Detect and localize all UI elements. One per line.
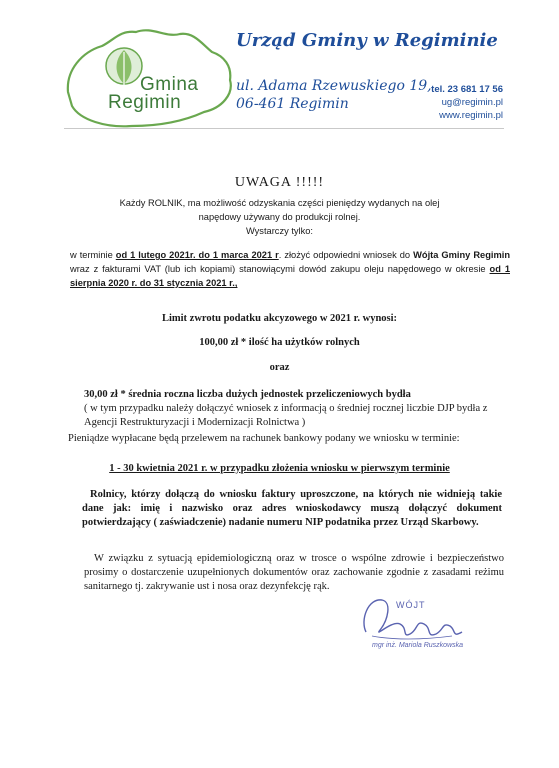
farmers-note: Rolnicy, którzy dołączą do wniosku faktury uproszczone, na których nie widnieją takie dane jak: imię i nazwisko oraz adres wnioskodawcy muszą dołączyć dokument potwierdzający ( zaświadczenie) nadanie numeru NIP podatnika przez Urząd Skarbowy.: [82, 489, 502, 528]
amount-per-hectare: 100,00 zł * ilość ha użytków rolnych: [199, 337, 360, 348]
limit-heading: Limit zwrotu podatku akcyzowego w 2021 r. wynosi:: [161, 313, 398, 324]
deadline-text-a: w terminie: [70, 250, 116, 260]
header-divider: [64, 128, 504, 129]
office-title: Urząd Gminy w Regiminie: [236, 30, 498, 51]
logo-text-regimin: Regimin: [108, 92, 182, 113]
payout-dates: 1 - 30 kwietnia 2021 r. w przypadku złożenia wniosku w pierwszym terminie: [109, 463, 450, 474]
signature-stamp-name: mgr inż. Mariola Ruszkowska: [372, 642, 464, 649]
deadline-wojt: Wójta Gminy Regimin: [413, 250, 511, 260]
signature-stamp-title: WÓJT: [396, 600, 426, 610]
intro-line-3: Wystarczy tylko:: [245, 226, 314, 236]
intro-paragraph: [0, 196, 559, 238]
deadline-period: od 1 sierpnia 2020 r. do 31 stycznia 2021 r.,: [70, 264, 510, 288]
notice-title: UWAGA !!!!!: [234, 175, 325, 190]
phone-number: tel. 23 681 17 56: [431, 84, 503, 95]
cattle-paragraph: [84, 388, 504, 430]
email-address: ug@regimin.pl: [441, 97, 503, 108]
deadline-paragraph: [70, 248, 510, 290]
handwritten-signature: [352, 590, 472, 650]
address-city: 06-461 Regimin: [236, 96, 349, 112]
cattle-note: ( w tym przypadku należy dołączyć wniosek z informacją o średniej rocznej liczbie DJP bydła z Agencji Restrukturyzacji i Modernizacji Rolnictwa ): [84, 403, 488, 428]
intro-line-2: napędowy używany do produkcji rolnej.: [198, 212, 361, 222]
deadline-text-c: wraz z fakturami VAT (lub ich kopiami) stanowiącymi dowód zakupu oleju napędowego w okresie: [70, 264, 490, 274]
amount-per-cattle: 30,00 zł * średnia roczna liczba dużych jednostek przeliczeniowych bydła: [84, 389, 411, 400]
deadline-text-b: . złożyć odpowiedni wniosek do: [278, 250, 414, 260]
and-connector: oraz: [269, 362, 290, 373]
covid-note: W związku z sytuacją epidemiologiczną oraz w trosce o wspólne zdrowie i bezpieczeństwo prosimy o dostarczenie uzupełnionych dokumentów oraz zachowanie zgodnie z zasadami reżimu sanitarnego tj. zakrywanie ust i nosa oraz dezynfekcję rąk.: [84, 553, 504, 592]
logo-text-gmina: Gmina: [140, 74, 199, 95]
address-street: ul. Adama Rzewuskiego 19,: [236, 78, 432, 94]
deadline-dates: od 1 lutego 2021r. do 1 marca 2021 r: [115, 250, 279, 260]
payout-paragraph: Pieniądze wypłacane będą przelewem na rachunek bankowy podany we wniosku w terminie:: [68, 433, 460, 444]
intro-line-1: Każdy ROLNIK, ma możliwość odzyskania części pieniędzy wydanych na olej: [119, 198, 440, 208]
website-link: www.regimin.pl: [439, 110, 503, 121]
